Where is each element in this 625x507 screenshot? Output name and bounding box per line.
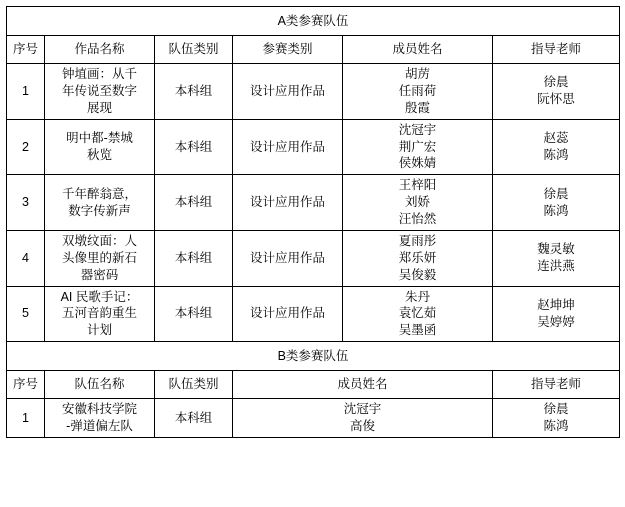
competition-teams-table <box>6 6 620 438</box>
row-work-name <box>45 286 155 342</box>
row-members <box>343 175 493 231</box>
work-line: 展现 <box>86 100 112 115</box>
row-members-b <box>233 399 493 438</box>
row-team-type: 本科组 <box>155 230 233 286</box>
header-advisors: 指导老师 <box>493 36 620 64</box>
member-name: 郑乐妍 <box>398 250 437 265</box>
work-line: AI 民歌手记： <box>60 289 139 304</box>
work-line: 明中都-禁城 <box>66 131 133 146</box>
row-teachers <box>493 119 620 175</box>
teacher-name: 徐晨 <box>543 186 569 201</box>
teacher-name: 吴婷婷 <box>537 314 575 329</box>
member-name: 袁忆茹 <box>398 306 437 321</box>
member-name: 吴俊毅 <box>398 267 437 282</box>
row-category: 设计应用作品 <box>233 230 343 286</box>
member-name: 夏雨彤 <box>398 233 437 248</box>
work-line: 头像里的新石 <box>61 250 137 265</box>
member-name: 朱丹 <box>404 289 430 304</box>
row-no: 4 <box>7 230 45 286</box>
row-teachers-b <box>493 399 620 438</box>
row-members <box>343 286 493 342</box>
row-team-type: 本科组 <box>155 286 233 342</box>
row-team-name-b <box>45 399 155 438</box>
work-line: 器密码 <box>80 267 119 282</box>
section-b-header-row <box>7 371 620 399</box>
row-no: 3 <box>7 175 45 231</box>
member-name: 刘娇 <box>404 195 430 210</box>
header-work-name: 作品名称 <box>45 36 155 64</box>
member-name: 汪怡然 <box>398 212 437 226</box>
header-no-b: 序号 <box>7 371 45 399</box>
header-team-name-b: 队伍名称 <box>45 371 155 399</box>
teacher-name: 陈鸿 <box>543 419 569 433</box>
table-row <box>7 175 620 231</box>
member-name: 荆广宏 <box>398 139 437 154</box>
teacher-name: 徐晨 <box>543 402 569 417</box>
work-line: 计划 <box>86 323 112 338</box>
team-name-line: 安徽科技学院 <box>61 402 137 417</box>
work-line: 秋览 <box>86 147 112 162</box>
row-team-type-b: 本科组 <box>155 399 233 438</box>
teacher-name: 阮怀思 <box>537 92 575 107</box>
teacher-name: 陈鸿 <box>543 147 569 162</box>
table-row <box>7 119 620 175</box>
section-b-title: B类参赛队伍 <box>7 342 620 371</box>
row-members <box>343 230 493 286</box>
row-category: 设计应用作品 <box>233 286 343 342</box>
work-line: 五河音韵重生 <box>61 306 137 321</box>
row-team-type: 本科组 <box>155 119 233 175</box>
header-member-names: 成员姓名 <box>343 36 493 64</box>
member-name: 沈冠宇 <box>398 122 437 137</box>
header-member-names-b: 成员姓名 <box>233 371 493 399</box>
teacher-name: 徐晨 <box>543 75 569 90</box>
work-line: 千年醉翁意， <box>61 186 137 201</box>
row-members <box>343 119 493 175</box>
row-no-b: 1 <box>7 399 45 438</box>
row-teachers <box>493 286 620 342</box>
member-name: 高俊 <box>349 419 375 433</box>
row-team-type: 本科组 <box>155 64 233 120</box>
work-line: 年传说至数字 <box>61 83 137 98</box>
work-line: 数字传新声 <box>68 203 131 218</box>
member-name: 王梓阳 <box>398 178 437 193</box>
teacher-name: 魏灵敏 <box>537 242 575 257</box>
work-line: 钟埴画：从千 <box>61 67 137 81</box>
table-row <box>7 64 620 120</box>
row-category: 设计应用作品 <box>233 119 343 175</box>
section-a-header-row <box>7 36 620 64</box>
teacher-name: 连洪燕 <box>537 259 575 274</box>
work-line: 双墩纹面：人 <box>61 233 137 248</box>
teacher-name: 陈鸿 <box>543 203 569 218</box>
row-no: 5 <box>7 286 45 342</box>
section-a-title: A类参赛队伍 <box>7 7 620 36</box>
row-work-name <box>45 119 155 175</box>
section-b-title-row <box>7 342 620 371</box>
row-work-name <box>45 64 155 120</box>
header-team-type: 队伍类别 <box>155 36 233 64</box>
member-name: 殷霞 <box>404 100 430 115</box>
row-no: 1 <box>7 64 45 120</box>
row-teachers <box>493 175 620 231</box>
member-name: 任雨荷 <box>398 83 437 98</box>
table-row <box>7 399 620 438</box>
row-teachers <box>493 230 620 286</box>
section-a-title-row <box>7 7 620 36</box>
table-row <box>7 286 620 342</box>
row-work-name <box>45 230 155 286</box>
row-team-type: 本科组 <box>155 175 233 231</box>
table-row <box>7 230 620 286</box>
header-no: 序号 <box>7 36 45 64</box>
member-name: 吴墨函 <box>398 323 437 338</box>
row-teachers <box>493 64 620 120</box>
row-work-name <box>45 175 155 231</box>
team-name-line: -弹道偏左队 <box>66 419 133 433</box>
teacher-name: 赵蕊 <box>543 131 569 146</box>
row-no: 2 <box>7 119 45 175</box>
teacher-name: 赵坤坤 <box>537 297 575 312</box>
row-category: 设计应用作品 <box>233 64 343 120</box>
member-name: 侯姝婧 <box>398 156 437 171</box>
row-members <box>343 64 493 120</box>
header-entry-category: 参赛类别 <box>233 36 343 64</box>
header-advisors-b: 指导老师 <box>493 371 620 399</box>
header-team-type-b: 队伍类别 <box>155 371 233 399</box>
member-name: 沈冠宇 <box>343 402 382 417</box>
member-name: 胡苈 <box>404 67 430 81</box>
row-category: 设计应用作品 <box>233 175 343 231</box>
